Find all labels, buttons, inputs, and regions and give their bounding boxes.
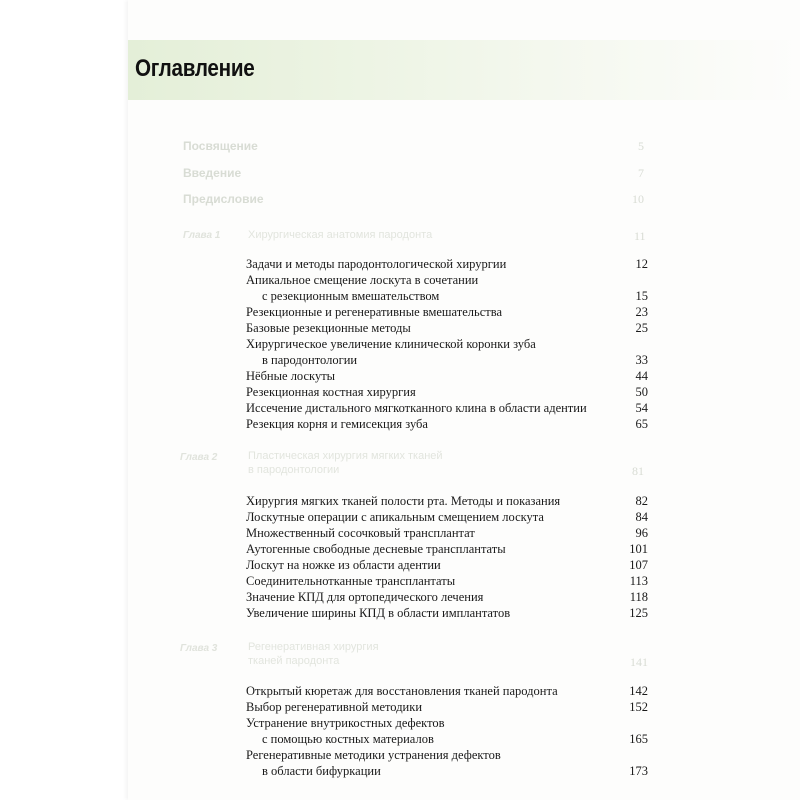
toc-entry-title: Лоскут на ножке из области адентии	[246, 558, 441, 572]
toc-entry-title-cont: в области бифуркации	[262, 764, 381, 778]
toc-entry-page: 125	[629, 606, 648, 620]
toc-entry-title: Резекционная костная хирургия	[246, 385, 416, 399]
toc-entry[interactable]	[246, 400, 648, 416]
toc-entry[interactable]	[246, 557, 648, 573]
toc-entry-title: Хирургическое увеличение клинической коронки зуба	[246, 337, 536, 351]
toc-entry-title: Увеличение ширины КПД в области имплантатов	[246, 606, 511, 620]
toc-entry-title: Регенеративные методики устранения дефектов	[246, 748, 501, 762]
toc-entry-page: 44	[635, 369, 648, 383]
toc-entry-page: 82	[635, 494, 648, 508]
front-matter-item: Посвящение	[183, 139, 258, 153]
toc-entry-title: Лоскутные операции с апикальным смещением лоскута	[246, 510, 544, 524]
toc-entry-title: Соединительнотканные трансплантаты	[246, 574, 456, 588]
chapter-1-entries	[246, 256, 648, 432]
toc-entry[interactable]	[246, 589, 648, 605]
chapter-3-entries	[246, 683, 648, 779]
toc-entry[interactable]	[246, 541, 648, 557]
toc-entry-title: Открытый кюретаж для восстановления тканей пародонта	[246, 684, 558, 698]
toc-entry[interactable]	[246, 320, 648, 336]
chapter-heading-cont: тканей пародонта	[248, 655, 340, 667]
toc-entry-title: Резекция корня и гемисекция зуба	[246, 417, 428, 431]
front-matter-item: Предисловие	[183, 192, 264, 206]
toc-entry-title-cont: в пародонтологии	[262, 353, 358, 367]
toc-entry[interactable]	[246, 368, 648, 384]
toc-entry[interactable]	[246, 715, 648, 747]
toc-entry[interactable]	[246, 683, 648, 699]
toc-entry-page: 165	[629, 732, 648, 746]
toc-entry-page: 101	[629, 542, 648, 556]
front-matter-page: 5	[638, 139, 644, 153]
front-matter-page: 7	[638, 166, 644, 180]
toc-entry-page: 25	[635, 321, 648, 335]
toc-entry-title: Иссечение дистального мягкотканного клина в области адентии	[246, 401, 587, 415]
toc-entry[interactable]	[246, 605, 648, 621]
toc-entry-title: Аутогенные свободные десневые трансплантаты	[246, 542, 506, 556]
toc-entry[interactable]	[246, 272, 648, 304]
toc-entry-title: Резекционные и регенеративные вмешательства	[246, 305, 503, 319]
toc-entry-page: 113	[629, 574, 648, 588]
toc-entry-page: 118	[629, 590, 648, 604]
toc-entry-page: 142	[629, 684, 648, 698]
toc-entry[interactable]	[246, 493, 648, 509]
page-margin	[0, 0, 128, 800]
chapter-page: 81	[632, 464, 644, 478]
toc-entry-title-cont: с резекционным вмешательством	[262, 289, 440, 303]
toc-entry-title: Выбор регенеративной методики	[246, 700, 423, 714]
chapter-page: 11	[634, 229, 646, 243]
toc-entry-page: 65	[635, 417, 648, 431]
toc-entry-title: Апикальное смещение лоскута в сочетании	[246, 273, 479, 287]
toc-entry-title: Хирургия мягких тканей полости рта. Методы и показания	[246, 494, 561, 508]
toc-entry[interactable]	[246, 384, 648, 400]
toc-entry[interactable]	[246, 573, 648, 589]
chapter-heading: Хирургическая анатомия пародонта	[248, 229, 433, 241]
toc-entry[interactable]	[246, 699, 648, 715]
chapter-heading: Регенеративная хирургия	[248, 641, 379, 653]
toc-entry-title: Множественный сосочковый трансплантат	[246, 526, 475, 540]
toc-entry-page: 54	[635, 401, 648, 415]
toc-entry[interactable]	[246, 256, 648, 272]
toc-entry-title: Задачи и методы пародонтологической хирургии	[246, 257, 507, 271]
toc-entry[interactable]	[246, 304, 648, 320]
chapter-heading: Пластическая хирургия мягких тканей	[248, 450, 443, 462]
toc-entry[interactable]	[246, 747, 648, 779]
toc-entry-page: 33	[635, 353, 648, 367]
toc-entry-page: 23	[635, 305, 648, 319]
toc-entry-page: 15	[635, 289, 648, 303]
toc-entry[interactable]	[246, 416, 648, 432]
toc-entry-page: 173	[629, 764, 648, 778]
front-matter-page: 10	[632, 192, 644, 206]
chapter-page: 141	[630, 655, 648, 669]
toc-entry-title: Нёбные лоскуты	[246, 369, 336, 383]
toc-entry[interactable]	[246, 336, 648, 368]
toc-entry-page: 84	[635, 510, 648, 524]
chapter-label: Глава 3	[180, 643, 218, 654]
chapter-heading-cont: в пародонтологии	[248, 464, 340, 476]
toc-entry-title: Устранение внутрикостных дефектов	[246, 716, 445, 730]
toc-entry-title: Базовые резекционные методы	[246, 321, 411, 335]
front-matter-item: Введение	[183, 166, 242, 180]
toc-entry[interactable]	[246, 509, 648, 525]
toc-entry-page: 96	[635, 526, 648, 540]
toc-entry-page: 107	[629, 558, 648, 572]
toc-entry-page: 152	[629, 700, 648, 714]
page-title: Оглавление	[135, 55, 255, 82]
toc-entry[interactable]	[246, 525, 648, 541]
chapter-label: Глава 2	[180, 452, 218, 463]
chapter-label: Глава 1	[183, 230, 221, 241]
chapter-2-entries	[246, 493, 648, 621]
toc-entry-page: 50	[635, 385, 648, 399]
toc-entry-title: Значение КПД для ортопедического лечения	[246, 590, 484, 604]
toc-entry-page: 12	[635, 257, 648, 271]
toc-entry-title-cont: с помощью костных материалов	[262, 732, 434, 746]
